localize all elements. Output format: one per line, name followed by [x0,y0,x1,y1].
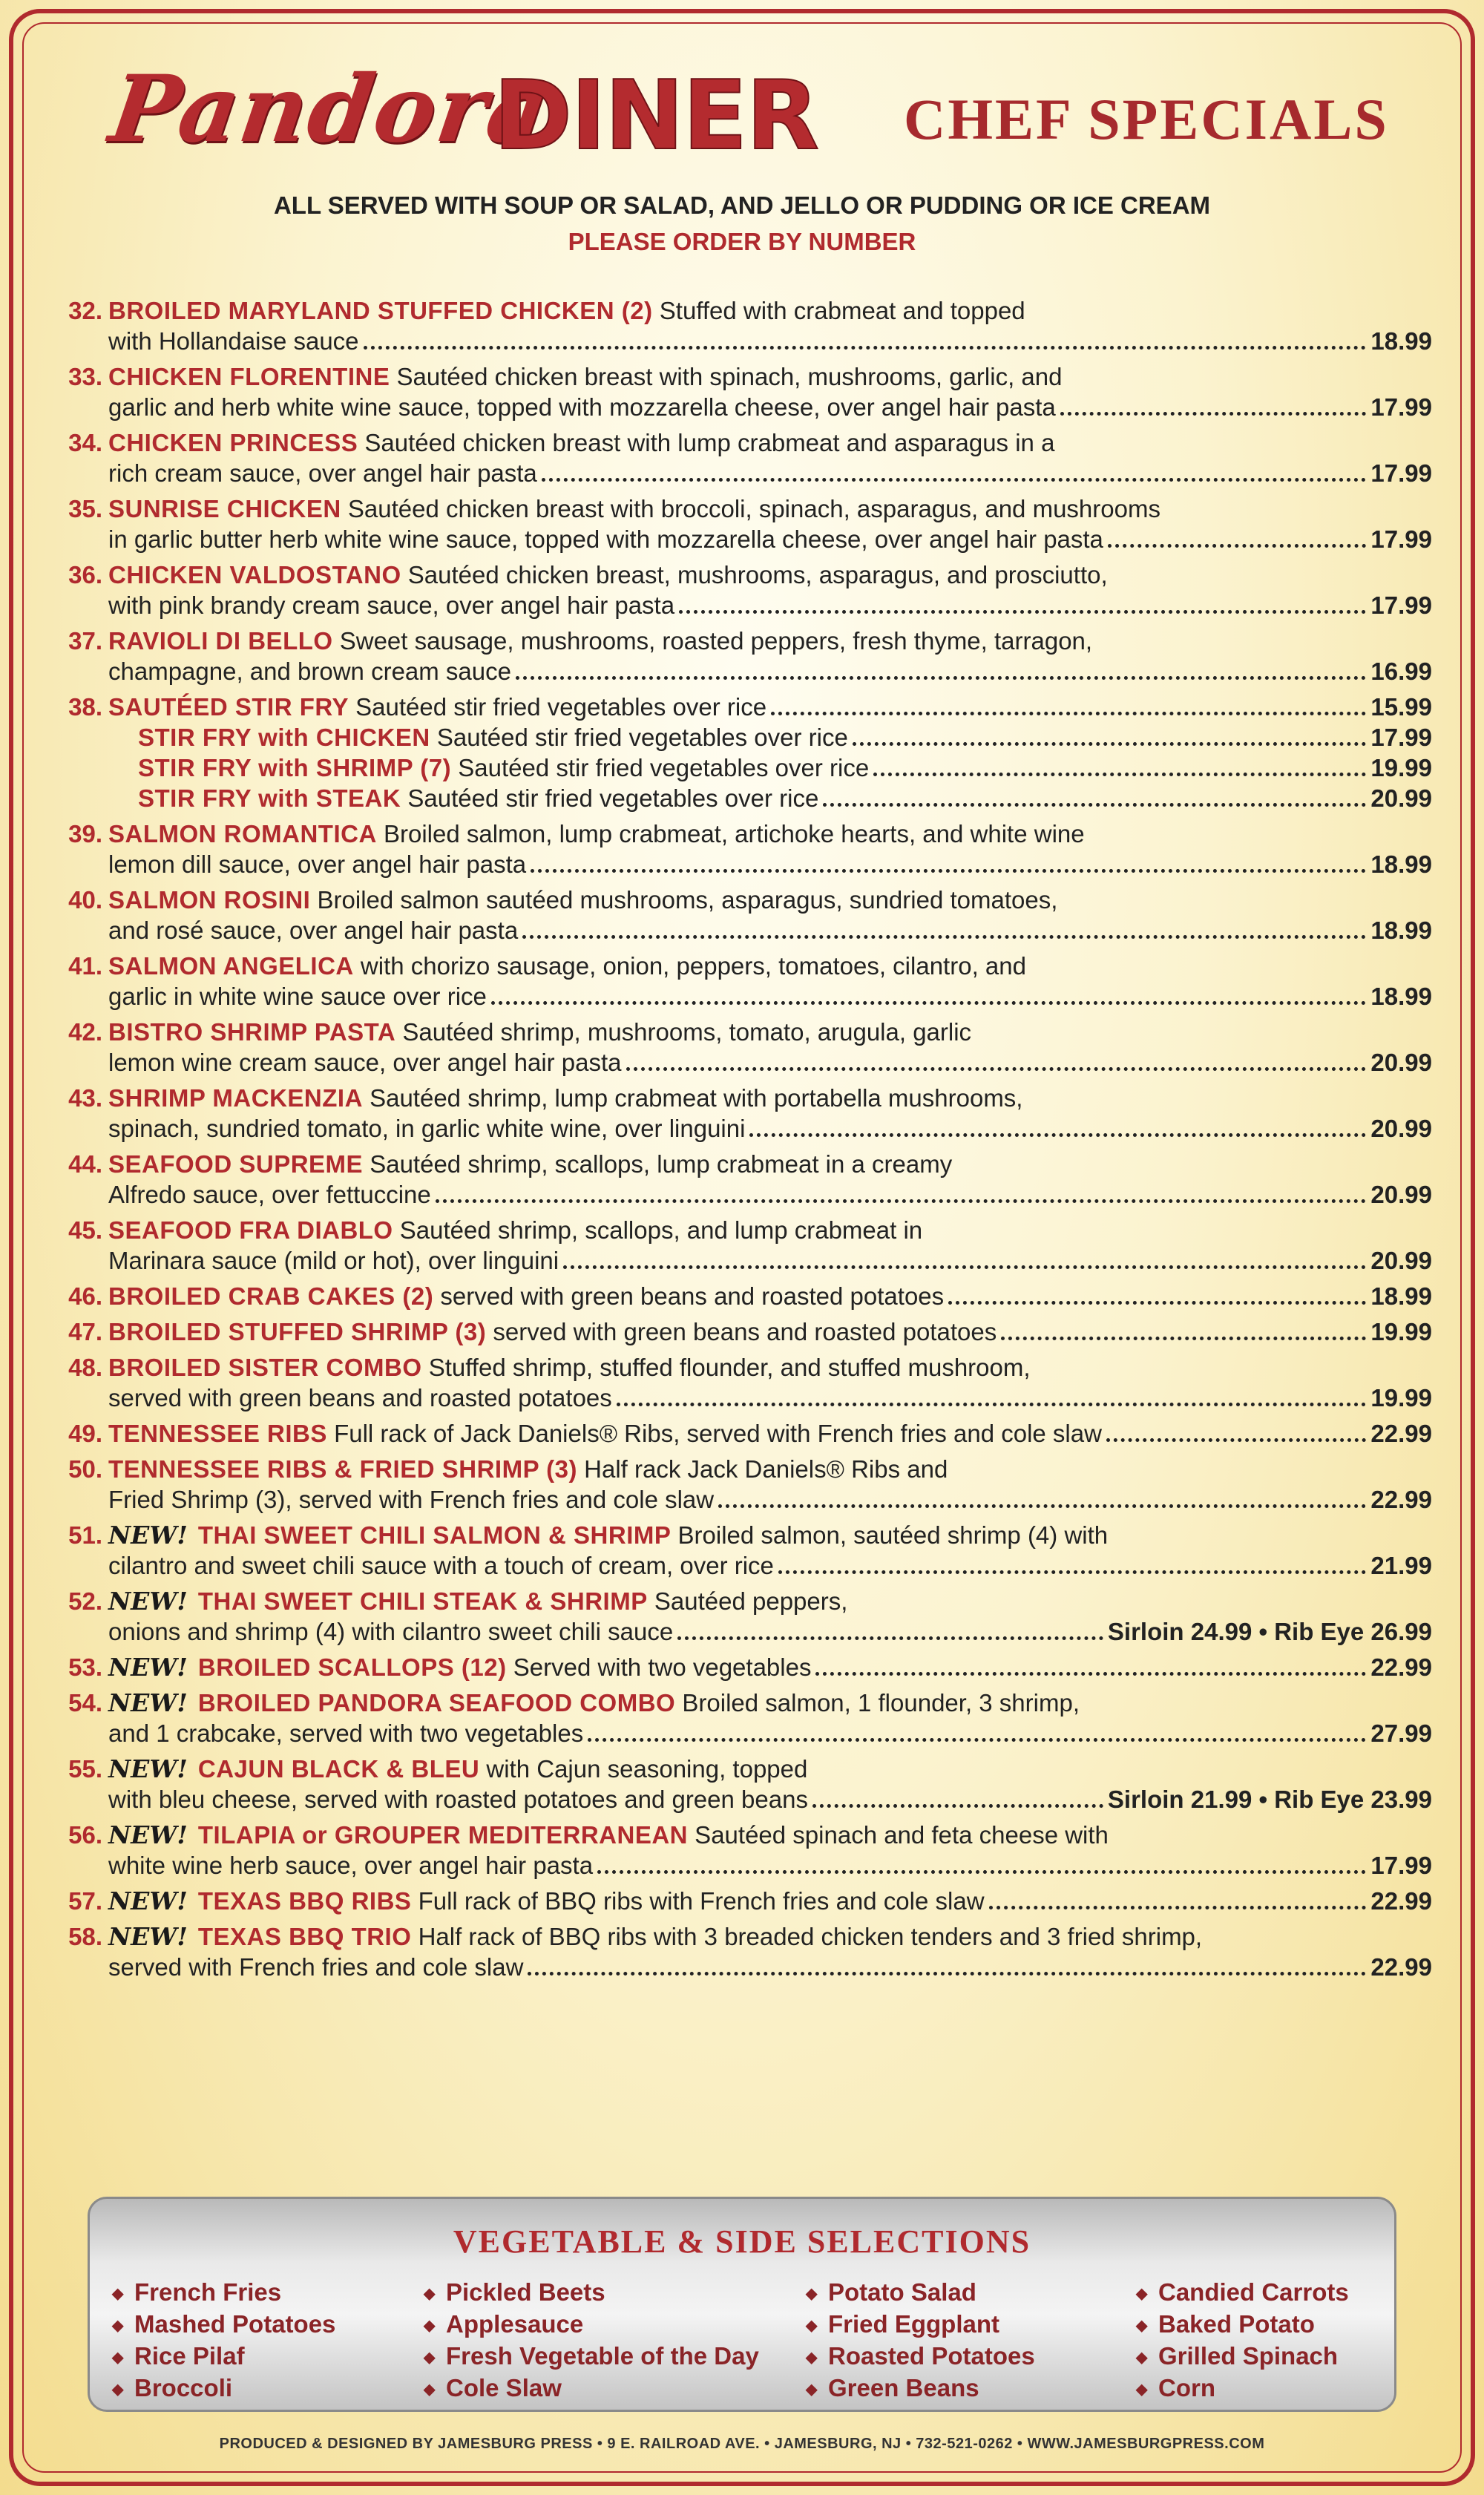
item-price: 19.99 [1370,754,1432,781]
menu-item [52,1215,1432,1245]
item-description: Sautéed shrimp, scallops, lump crabmeat in a creamy [363,1150,953,1178]
item-number: 42. [68,1018,102,1046]
item-description: Sautéed chicken breast with broccoli, spinach, asparagus, and mushrooms [341,495,1160,522]
leader-dots [364,346,1367,350]
item-price: 18.99 [1370,1282,1432,1310]
menu-item [52,1921,1432,1952]
item-description: with chorizo sausage, onion, peppers, tomatoes, cilantro, and [353,952,1026,980]
item-price: 22.99 [1370,1887,1432,1915]
item-description: Broiled salmon sautéed mushrooms, asparagus, sundried tomatoes, [310,886,1058,914]
item-name: STIR FRY with CHICKEN [138,724,430,751]
item-description: served with French fries and cole slaw [108,1953,524,1981]
leader-dots [491,1001,1367,1005]
menu-item [52,494,1432,524]
item-number: 32. [68,297,102,324]
item-price: 20.99 [1370,1181,1432,1208]
item-number: 51. [68,1521,102,1549]
leader-dots [563,1265,1366,1269]
leader-dots [771,712,1366,715]
menu-item-line [52,1047,1432,1078]
item-name: BROILED SISTER COMBO [108,1354,422,1381]
new-badge: NEW! [108,1820,188,1849]
item-price: 19.99 [1370,1318,1432,1345]
menu-item [52,1418,1432,1449]
item-name: TENNESSEE RIBS [108,1420,327,1447]
item-description: with pink brandy cream sauce, over angel hair pasta [108,591,675,619]
menu-item [52,722,1432,753]
menu-item [52,1352,1432,1383]
item-price: 16.99 [1370,658,1432,685]
side-item-label: Fried Eggplant [828,2310,999,2338]
item-price: 18.99 [1370,850,1432,878]
leader-dots [542,478,1367,482]
brand-logo-diner: DINER [493,61,818,171]
leader-dots [626,1067,1367,1071]
item-description: and 1 crabcake, served with two vegetables [108,1719,584,1747]
menu-item [52,783,1432,813]
side-item [806,2372,1035,2404]
menu-item-line [52,1850,1432,1881]
item-price: Sirloin 24.99 • Rib Eye 26.99 [1107,1618,1432,1645]
side-item-label: Roasted Potatoes [828,2342,1035,2370]
menu-item-line [52,1179,1432,1210]
menu-item-line [52,656,1432,686]
item-number: 46. [68,1282,102,1310]
item-number: 47. [68,1318,102,1345]
item-price: 18.99 [1370,983,1432,1010]
sides-column [1136,2276,1349,2404]
item-description: champagne, and brown cream sauce [108,658,511,685]
menu-item [52,753,1432,783]
item-description: Stuffed shrimp, stuffed flounder, and stuffed mushroom, [421,1354,1031,1381]
item-price: 20.99 [1370,1049,1432,1076]
item-number: 50. [68,1455,102,1483]
item-number: 33. [68,363,102,390]
item-description: garlic in white wine sauce over rice [108,983,487,1010]
leader-dots [989,1906,1367,1909]
diamond-bullet-icon: ◆ [112,2317,124,2334]
sides-column [424,2276,759,2404]
leader-dots [617,1403,1367,1406]
menu-item [52,560,1432,590]
side-item [112,2276,335,2308]
item-description: Sautéed shrimp, scallops, and lump crabmeat in [393,1216,923,1244]
sides-title: VEGETABLE & SIDE SELECTIONS [453,2223,1031,2260]
menu-item [52,951,1432,981]
side-item-label: Cole Slaw [446,2374,562,2401]
menu-item [52,692,1432,722]
item-number: 37. [68,627,102,655]
item-description: Broiled salmon, sautéed shrimp (4) with [671,1521,1109,1549]
menu-item [52,1688,1432,1718]
new-badge: NEW! [108,1922,188,1951]
menu-item-line [52,849,1432,879]
menu-item-line [52,1616,1432,1647]
item-description: Sautéed stir fried vegetables over rice [348,693,767,721]
served-with-note: ALL SERVED WITH SOUP OR SALAD, AND JELLO OR PUDDING OR ICE CREAM [273,191,1211,219]
side-item [1136,2340,1349,2372]
item-description: rich cream sauce, over angel hair pasta [108,459,537,487]
sides-column [112,2276,335,2404]
leader-dots [679,610,1366,614]
item-price: 22.99 [1370,1953,1432,1981]
side-item [112,2308,335,2340]
page-title: CHEF SPECIALS [904,87,1389,151]
item-number: 34. [68,429,102,456]
leader-dots [1106,1438,1366,1442]
item-name: SEAFOOD SUPREME [108,1150,364,1178]
item-description: Sautéed stir fried vegetables over rice [430,724,848,751]
item-number: 52. [68,1587,102,1615]
item-price: 20.99 [1370,1115,1432,1142]
item-price: 27.99 [1370,1719,1432,1747]
menu-item [52,1886,1432,1916]
diamond-bullet-icon: ◆ [1136,2381,1148,2398]
diamond-bullet-icon: ◆ [424,2381,436,2398]
leader-dots [1001,1337,1366,1340]
menu-item [52,1586,1432,1616]
side-item [806,2340,1035,2372]
item-name: SEAFOOD FRA DIABLO [108,1216,393,1244]
item-name: THAI SWEET CHILI STEAK & SHRIMP [197,1587,648,1615]
item-description: Full rack of Jack Daniels® Ribs, served with French fries and cole slaw [326,1420,1102,1447]
item-description: Sautéed peppers, [647,1587,848,1615]
item-number: 53. [68,1653,102,1681]
item-description: Served with two vegetables [506,1653,812,1681]
brand-logo-pandora: Pandora [103,56,556,163]
item-description: and rosé sauce, over angel hair pasta [108,917,519,944]
item-description: in garlic butter herb white wine sauce, topped with mozzarella cheese, over angel hair pasta [108,525,1103,553]
item-price: 17.99 [1370,393,1432,421]
leader-dots [823,803,1366,807]
diamond-bullet-icon: ◆ [424,2285,436,2302]
new-badge: NEW! [108,1521,188,1550]
item-number: 56. [68,1821,102,1849]
item-price: 17.99 [1370,459,1432,487]
item-name: RAVIOLI DI BELLO [108,627,333,655]
leader-dots [677,1636,1103,1640]
leader-dots [815,1672,1366,1676]
item-price: 17.99 [1370,724,1432,751]
menu-item-line [52,915,1432,945]
side-item [112,2340,335,2372]
item-name: CHICKEN PRINCESS [108,429,358,456]
side-item-label: French Fries [134,2278,282,2306]
leader-dots [749,1133,1366,1137]
leader-dots [516,676,1366,680]
diamond-bullet-icon: ◆ [1136,2349,1148,2366]
side-item-label: Rice Pilaf [134,2342,245,2370]
diamond-bullet-icon: ◆ [112,2381,124,2398]
item-number: 55. [68,1755,102,1783]
menu-item-line [52,326,1432,356]
item-description: Broiled salmon, 1 flounder, 3 shrimp, [675,1689,1080,1717]
item-number: 48. [68,1354,102,1381]
item-number: 39. [68,820,102,847]
menu-item-line [52,1784,1432,1814]
side-item-label: Baked Potato [1158,2310,1315,2338]
item-number: 36. [68,561,102,588]
new-badge: NEW! [108,1688,188,1717]
item-name: BROILED CRAB CAKES (2) [108,1282,434,1310]
item-description: garlic and herb white wine sauce, topped with mozzarella cheese, over angel hair pasta [108,393,1056,421]
item-name: STIR FRY with SHRIMP (7) [138,754,452,781]
item-price: 17.99 [1370,525,1432,553]
side-item-label: Candied Carrots [1158,2278,1349,2306]
menu-item [52,361,1432,392]
item-name: SALMON ROSINI [108,886,311,914]
diamond-bullet-icon: ◆ [806,2349,818,2366]
diamond-bullet-icon: ◆ [1136,2317,1148,2334]
item-name: BROILED PANDORA SEAFOOD COMBO [197,1689,676,1717]
diamond-bullet-icon: ◆ [806,2381,818,2398]
item-name: TILAPIA or GROUPER MEDITERRANEAN [197,1821,689,1849]
menu-item-line [52,1383,1432,1413]
item-name: SHRIMP MACKENZIA [108,1084,363,1112]
new-badge: NEW! [108,1653,188,1682]
item-name: STIR FRY with STEAK [138,784,401,812]
leader-dots [853,742,1367,746]
diamond-bullet-icon: ◆ [424,2349,436,2366]
side-item [424,2308,759,2340]
item-price: 22.99 [1370,1653,1432,1681]
menu-item-line [52,981,1432,1012]
side-item [806,2276,1035,2308]
diamond-bullet-icon: ◆ [112,2285,124,2302]
item-price: 18.99 [1370,327,1432,355]
leader-dots [522,935,1366,939]
item-description: Half rack of BBQ ribs with 3 breaded chicken tenders and 3 fried shrimp, [411,1923,1203,1950]
leader-dots [873,773,1366,776]
item-number: 38. [68,693,102,721]
leader-dots [1108,544,1366,548]
side-item-label: Pickled Beets [446,2278,605,2306]
side-item-label: Fresh Vegetable of the Day [446,2342,759,2370]
item-name: BROILED MARYLAND STUFFED CHICKEN (2) [108,297,653,324]
item-name: SALMON ROMANTICA [108,820,377,847]
menu-item [52,1820,1432,1850]
item-number: 58. [68,1923,102,1950]
leader-dots [588,1738,1366,1742]
side-item [1136,2276,1349,2308]
side-item-label: Green Beans [828,2374,979,2401]
item-price: 21.99 [1370,1552,1432,1579]
item-description: Alfredo sauce, over fettuccine [108,1181,431,1208]
item-description: white wine herb sauce, over angel hair pasta [108,1852,594,1879]
item-description: Sautéed shrimp, mushrooms, tomato, arugula, garlic [395,1018,972,1046]
item-description: lemon wine cream sauce, over angel hair pasta [108,1049,622,1076]
item-number: 57. [68,1887,102,1915]
side-item-label: Corn [1158,2374,1215,2401]
leader-dots [597,1870,1366,1874]
item-description: Fried Shrimp (3), served with French fries and cole slaw [108,1486,715,1513]
item-description: spinach, sundried tomato, in garlic white wine, over linguini [108,1115,746,1142]
item-name: CAJUN BLACK & BLEU [197,1755,480,1783]
side-item-label: Mashed Potatoes [134,2310,336,2338]
leader-dots [1060,412,1367,416]
item-name: TEXAS BBQ RIBS [197,1887,412,1915]
item-description: Broiled salmon, lump crabmeat, artichoke hearts, and white wine [376,820,1085,847]
item-description: Sautéed chicken breast, mushrooms, asparagus, and prosciutto, [401,561,1108,588]
item-number: 43. [68,1084,102,1112]
menu-item [52,1281,1432,1311]
menu-item [52,1149,1432,1179]
item-price: Sirloin 21.99 • Rib Eye 23.99 [1107,1786,1432,1813]
new-badge: NEW! [108,1886,188,1915]
side-item [424,2372,759,2404]
menu-list [52,295,1432,1982]
item-description: Marinara sauce (mild or hot), over linguini [108,1247,559,1274]
item-description: Sautéed chicken breast with spinach, mushrooms, garlic, and [390,363,1063,390]
side-item [1136,2308,1349,2340]
item-price: 15.99 [1370,693,1432,721]
menu-item [52,626,1432,656]
item-name: CHICKEN VALDOSTANO [108,561,401,588]
item-description: Full rack of BBQ ribs with French fries and cole slaw [411,1887,985,1915]
item-name: BISTRO SHRIMP PASTA [108,1018,396,1046]
menu-item [52,1454,1432,1484]
item-number: 49. [68,1420,102,1447]
diamond-bullet-icon: ◆ [112,2349,124,2366]
menu-item [52,1652,1432,1682]
item-description: with Hollandaise sauce [108,327,359,355]
side-item-label: Grilled Spinach [1158,2342,1339,2370]
side-item [112,2372,335,2404]
item-name: SAUTÉED STIR FRY [108,693,349,721]
item-description: Sautéed shrimp, lump crabmeat with portabella mushrooms, [362,1084,1023,1112]
menu-item-line [52,392,1432,422]
item-description: Sautéed chicken breast with lump crabmeat and asparagus in a [358,429,1055,456]
sides-panel [88,2197,1396,2412]
side-item [1136,2372,1349,2404]
leader-dots [812,1804,1103,1808]
item-price: 18.99 [1370,917,1432,944]
side-item-label: Applesauce [446,2310,584,2338]
diamond-bullet-icon: ◆ [806,2285,818,2302]
item-description: lemon dill sauce, over angel hair pasta [108,850,527,878]
item-price: 17.99 [1370,591,1432,619]
menu-item [52,427,1432,458]
item-price: 20.99 [1370,1247,1432,1274]
item-name: SUNRISE CHICKEN [108,495,341,522]
item-name: BROILED STUFFED SHRIMP (3) [108,1318,487,1345]
item-description: Sautéed spinach and feta cheese with [688,1821,1109,1849]
item-description: Sautéed stir fried vegetables over rice [401,784,819,812]
side-item [424,2340,759,2372]
leader-dots [948,1301,1366,1305]
item-name: TEXAS BBQ TRIO [197,1923,412,1950]
item-description: with Cajun seasoning, topped [479,1755,808,1783]
side-item [806,2308,1035,2340]
item-name: BROILED SCALLOPS (12) [197,1653,507,1681]
footer-credit: PRODUCED & DESIGNED BY JAMESBURG PRESS • 9 E. RAILROAD AVE. • JAMESBURG, NJ • 732-521-0262 • WWW.JAMESBURGPRESS.COM [219,2436,1265,2452]
menu-item [52,295,1432,326]
menu-item [52,1520,1432,1550]
item-price: 19.99 [1370,1384,1432,1412]
menu-item [52,1017,1432,1047]
sides-column [806,2276,1035,2404]
item-description: served with green beans and roasted potatoes [433,1282,945,1310]
item-name: TENNESSEE RIBS & FRIED SHRIMP (3) [108,1455,577,1483]
menu-item-line [52,1550,1432,1581]
menu-item [52,1083,1432,1113]
menu-item-line [52,1484,1432,1515]
leader-dots [528,1972,1366,1976]
menu-item-line [52,1245,1432,1276]
item-number: 40. [68,886,102,914]
item-description: Half rack Jack Daniels® Ribs and [577,1455,948,1483]
side-item-label: Broccoli [134,2374,233,2401]
item-price: 20.99 [1370,784,1432,812]
item-number: 35. [68,495,102,522]
item-number: 45. [68,1216,102,1244]
menu-item [52,885,1432,915]
side-item-label: Potato Salad [828,2278,976,2306]
item-price: 22.99 [1370,1420,1432,1447]
item-name: CHICKEN FLORENTINE [108,363,390,390]
menu-item-line [52,524,1432,554]
diamond-bullet-icon: ◆ [1136,2285,1148,2302]
leader-dots [531,869,1366,873]
item-number: 44. [68,1150,102,1178]
new-badge: NEW! [108,1587,188,1616]
menu-item [52,1754,1432,1784]
menu-item-line [52,458,1432,488]
leader-dots [436,1199,1367,1203]
item-description: onions and shrimp (4) with cilantro sweet chili sauce [108,1618,674,1645]
side-item [424,2276,759,2308]
menu-item-line [52,1718,1432,1748]
item-name: THAI SWEET CHILI SALMON & SHRIMP [197,1521,672,1549]
item-description: served with green beans and roasted potatoes [108,1384,612,1412]
item-name: SALMON ANGELICA [108,952,354,980]
menu-item-line [52,590,1432,620]
order-note: PLEASE ORDER BY NUMBER [568,228,916,255]
item-number: 54. [68,1689,102,1717]
item-price: 22.99 [1370,1486,1432,1513]
diamond-bullet-icon: ◆ [806,2317,818,2334]
item-description: with bleu cheese, served with roasted potatoes and green beans [108,1786,808,1813]
item-description: Sweet sausage, mushrooms, roasted peppers, fresh thyme, tarragon, [332,627,1093,655]
item-description: cilantro and sweet chili sauce with a touch of cream, over rice [108,1552,774,1579]
menu-item [52,1317,1432,1347]
leader-dots [718,1504,1366,1508]
menu-item [52,819,1432,849]
item-number: 41. [68,952,102,980]
menu-item-line [52,1952,1432,1982]
item-description: served with green beans and roasted potatoes [486,1318,997,1345]
menu-item-line [52,1113,1432,1144]
item-description: Stuffed with crabmeat and topped [652,297,1025,324]
item-description: Sautéed stir fried vegetables over rice [451,754,870,781]
new-badge: NEW! [108,1754,188,1783]
diamond-bullet-icon: ◆ [424,2317,436,2334]
leader-dots [778,1570,1366,1574]
item-price: 17.99 [1370,1852,1432,1879]
